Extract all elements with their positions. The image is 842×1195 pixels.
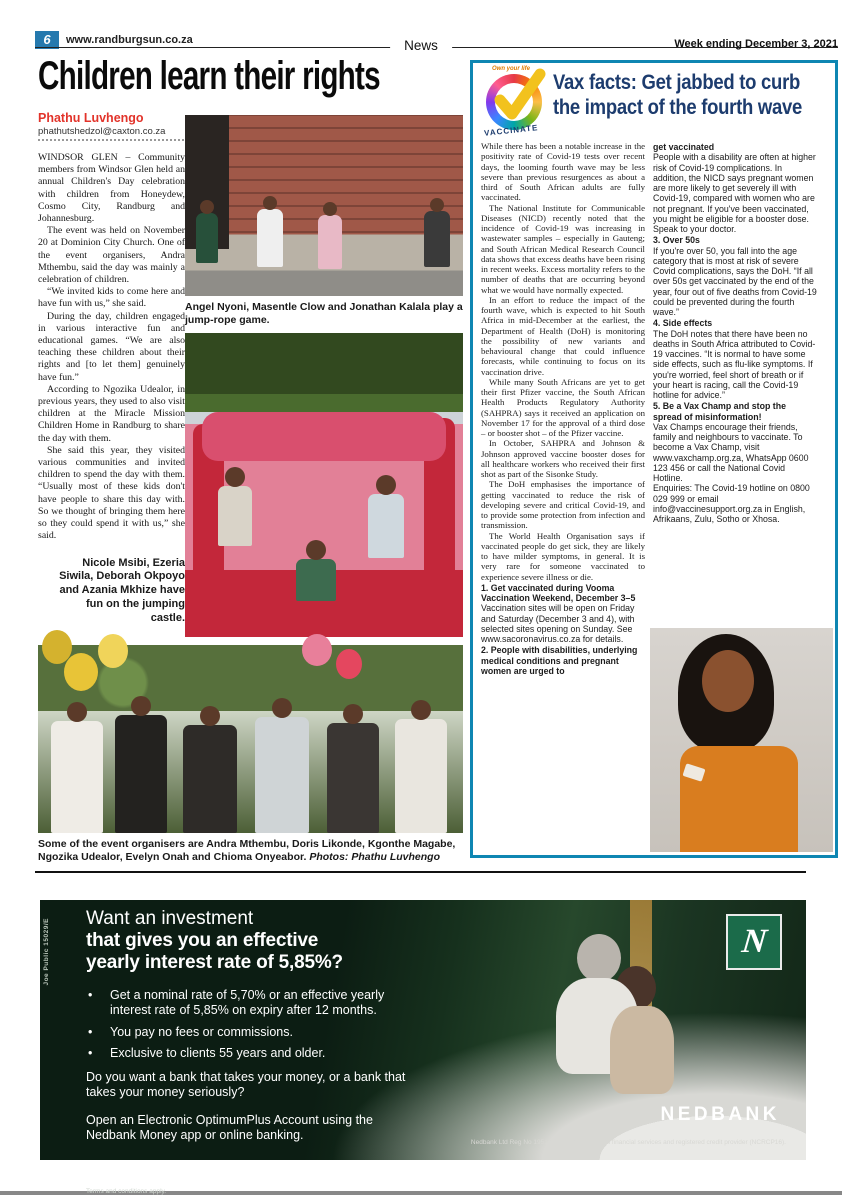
ad-copy: [86, 908, 422, 1195]
vax-paragraph: In October, SAHPRA and Johnson & Johnson approved vaccine booster doses for all healthcare workers who received their first shot as part of the Sisonke Study.: [481, 438, 645, 479]
person-figure: [218, 486, 252, 546]
byline-email: phathutshedzol@caxton.co.za: [38, 126, 166, 137]
byline-author: Phathu Luvhengo: [38, 111, 144, 125]
vax-headline-line2: the impact of the fourth wave: [553, 95, 803, 119]
ad-cta-text: Open an Electronic OptimumPlus Account using the Nedbank Money app or online banking.: [86, 1112, 373, 1143]
article-paragraph: She said this year, they visited various communities and invited children to spend the day with them. “Usually most of these kids don't have people to share this day with. So we thought of bringing them here so they could spend it with us,” she said.: [38, 444, 185, 542]
balloon-shape: [98, 634, 128, 668]
photo-vaccinated-woman: [650, 628, 833, 852]
person-figure: [424, 211, 450, 267]
vax-paragraph: If you're over 50, you fall into the age category that is most at risk of severe Covid complications, says the DoH. “If all over 50s get vaccinated by the end of the year, four out of five deaths from Covid-19 could be prevented during the fourth wave.”: [653, 245, 817, 317]
ad-bullet-list: [86, 988, 422, 1062]
nedbank-logo-letter: N: [739, 923, 769, 960]
ad-bullet-text: You pay no fees or commissions.: [110, 1024, 293, 1039]
article-headline: Children learn their rights: [38, 54, 380, 98]
torso-shape: [680, 746, 798, 852]
ad-bullet: [86, 988, 422, 1019]
article-paragraph: “We invited kids to come here and have fun with us,” she said.: [38, 286, 185, 310]
article-paragraph: According to Ngozika Udealor, in previous years, they used to also visit children at the Miracle Mission Children Home in Randburg to share the day with them.: [38, 383, 185, 444]
vax-tip-heading: 2. People with disabilities, underlying medical conditions and pregnant women are urged to: [481, 645, 638, 676]
bullet-dot-icon: •: [88, 1046, 93, 1061]
ad-headline-light: Want an investment: [86, 908, 254, 929]
article-paragraph: WINDSOR GLEN – Community members from Windsor Glen held an annual Children's Day celebration with children from Honeydew, Cosmo City, Randburg and Johannesburg.: [38, 152, 185, 225]
section-divider-rule: [35, 871, 806, 873]
vax-paragraph: The DoH emphasises the importance of getting vaccinated to reduce the risk of developing severe and critical Covid-19, and to provide some protection from infection and transmission.: [481, 479, 645, 531]
person-figure: [115, 715, 167, 833]
section-label: News: [390, 38, 452, 53]
woman-top-shape: [610, 1006, 674, 1094]
article-body-column: [38, 152, 185, 625]
page-number-badge: 6: [35, 31, 59, 49]
ad-bullet: [86, 1046, 422, 1062]
vax-paragraph: While there has been a notable increase in the positivity rate of Covid-19 tests over recent days, the looming fourth wave may be less severe than previous resurgences as about a third of South African adults are fully vaccinated.: [481, 141, 645, 203]
ad-headline-bold-line1: that gives you an effective: [86, 929, 319, 951]
photo-organisers: [38, 645, 463, 833]
vaccinate-logo-top-text: Own your life: [492, 66, 531, 72]
person-figure: [257, 209, 283, 267]
caption-jump-rope: Angel Nyoni, Masentle Clow and Jonathan Kalala play a jump-rope game.: [185, 301, 463, 326]
vax-tip-heading: 5. Be a Vax Champ and stop the spread of misinformation!: [653, 401, 786, 422]
balloon-shape: [336, 649, 362, 679]
site-url: www.randburgsun.co.za: [66, 34, 193, 46]
person-figure: [296, 559, 336, 601]
nedbank-logo: [726, 914, 782, 970]
vax-paragraph: While many South Africans are yet to get their first Pfizer vaccine, the South African Health Products Regulatory Authority (SAHPRA) says it received an application on November 17 for the approval of a third dose – or booster shot – of the Pfizer vaccine.: [481, 376, 645, 438]
person-figure: [368, 494, 404, 558]
ad-slogan: see money differently: [86, 1157, 314, 1177]
date-line: [538, 34, 838, 52]
vax-paragraph: In an effort to reduce the impact of the fourth wave, which is expected to hit South Africa in mid-December at the earliest, the Department of Health (DoH) is monitoring the possibility of new variants and behavioural change that could influence forecasts, while continuing to focus on its vaccination drive.: [481, 294, 645, 377]
vax-headline-line1: Vax facts: Get jabbed to curb: [553, 71, 801, 94]
ad-bullet-text: Get a nominal rate of 5,70% or an effective yearly interest rate of 5,85% on expiry after 12 months.: [110, 987, 385, 1018]
bullet-dot-icon: •: [88, 1024, 93, 1039]
man-head-shape: [577, 934, 621, 982]
person-figure: [196, 213, 218, 263]
caption-organisers: [38, 838, 463, 864]
person-figure: [327, 723, 379, 833]
ad-question: Do you want a bank that takes your money, or a bank that takes your money seriously?: [86, 1069, 406, 1100]
caption-organisers-text: Some of the event organisers are Andra Mthembu, Doris Likonde, Kgonthe Magabe, Ngozika Udealor, Evelyn Onah and Chioma Onyeabor.: [38, 838, 456, 863]
ad-bullet-text: Exclusive to clients 55 years and older.: [110, 1046, 326, 1061]
article-paragraph: The event was held on November 20 at Dominion City Church. One of the event organisers, Andra Mthembu, said the day was mainly a celebration of children.: [38, 225, 185, 286]
ad-fine-print: Nedbank Ltd Reg No 1951/000009/06. Licensed financial services and registered credit provider (NCRCP16).: [470, 1139, 786, 1146]
vaccinate-logo: [482, 66, 552, 138]
person-figure: [183, 725, 237, 833]
face-shape: [702, 650, 754, 712]
vax-paragraph: Vaccination sites will be open on Friday and Saturday (December 3 and 4), with selected sites opening on Sunday. See www.sacoronavirus.co.za for details.: [481, 603, 635, 644]
photo-jump-rope: [185, 115, 463, 296]
balloon-shape: [64, 653, 98, 691]
nedbank-wordmark: NEDBANK: [660, 1104, 780, 1125]
person-figure: [318, 215, 342, 269]
photo-credit: Photos: Phathu Luvhengo: [309, 850, 440, 863]
nedbank-ad: [40, 900, 806, 1195]
balloon-shape: [302, 634, 332, 666]
check-icon: [482, 62, 552, 132]
person-figure: [51, 721, 103, 833]
vax-paragraph: The National Institute for Communicable Diseases (NICD) recently noted that the incidence of Covid-19 was increasing in wastewater samples – especially in Gauteng; and South African Medical Research Council data shows that excess deaths have been rising in recent weeks. Excess mortality refers to the number of deaths that are occurring beyond what we would have normally expected.: [481, 202, 645, 295]
vax-column-2: [653, 141, 817, 524]
agency-credit: Joe Public 15029/E: [43, 918, 50, 986]
vax-paragraph: People with a disability are often at higher risk of Covid-19 complications. In addition, the NICD says pregnant women are more likely to get severely ill with Covid-19, compared with women who are not pregnant. If you've been vaccinated, you might be eligible for a booster dose. Speak to your doctor.: [653, 152, 816, 234]
vax-paragraph: Vax Champs encourage their friends, family and neighbours to vaccinate. To become a Vax Champ, visit www.vaxchamp.org.za, WhatsApp 0600 123 456 or call the National Covid Hotline.: [653, 421, 809, 483]
vax-tip-heading: 4. Side effects: [653, 318, 713, 329]
vax-paragraph: The World Health Organisation says if vaccinated people do get sick, they are likely to have milder symptoms, in general. It is very rare for someone vaccinated to experience severe illness or die.: [481, 530, 645, 582]
person-figure: [255, 717, 309, 833]
vax-headline: [553, 71, 802, 121]
person-figure: [395, 719, 447, 833]
vaccinate-logo-bottom-text: VACCINATE: [483, 123, 539, 138]
ad-headline-bold-line2: yearly interest rate of 5,85%?: [86, 951, 343, 973]
article-paragraph: During the day, children engaged in various interactive fun and educational games. “We are also teaching these children about their rights and [to let them] genuinely have fun.”: [38, 310, 185, 383]
byline-separator: [38, 139, 184, 141]
vax-tip-heading: get vaccinated: [653, 142, 715, 152]
vax-tip-heading: 1. Get vaccinated during Vooma Vaccination Weekend, December 3–5: [481, 582, 636, 603]
date-text: Week ending December 3, 2021: [674, 38, 838, 50]
ad-bullet: [86, 1025, 422, 1041]
vax-paragraph: Enquiries: The Covid-19 hotline on 0800 029 999 or email info@vaccinesupport.org.za in English, Afrikaans, Zulu, Sotho or Xhosa.: [653, 483, 810, 524]
photo-jumping-castle: [185, 333, 463, 637]
bullet-dot-icon: •: [88, 987, 93, 1002]
vax-tip-heading: 3. Over 50s: [653, 235, 700, 246]
vax-column-1: [481, 141, 645, 676]
ad-terms: Terms and conditions apply.: [86, 1187, 167, 1195]
castle-beam-shape: [202, 412, 447, 461]
caption-jumping-castle: Nicole Msibi, Ezeria Siwila, Deborah Okpoyo and Azania Mkhize have fun on the jumping castle.: [59, 556, 185, 624]
vax-paragraph: The DoH notes that there have been no deaths in South Africa attributed to Covid-19 vaccines. “It is normal to have some side effects, such as flu-like symptoms. If you're worried, feel short of breath or if your heart is racing, call the Covid-19 hotline for advice.”: [653, 328, 816, 400]
